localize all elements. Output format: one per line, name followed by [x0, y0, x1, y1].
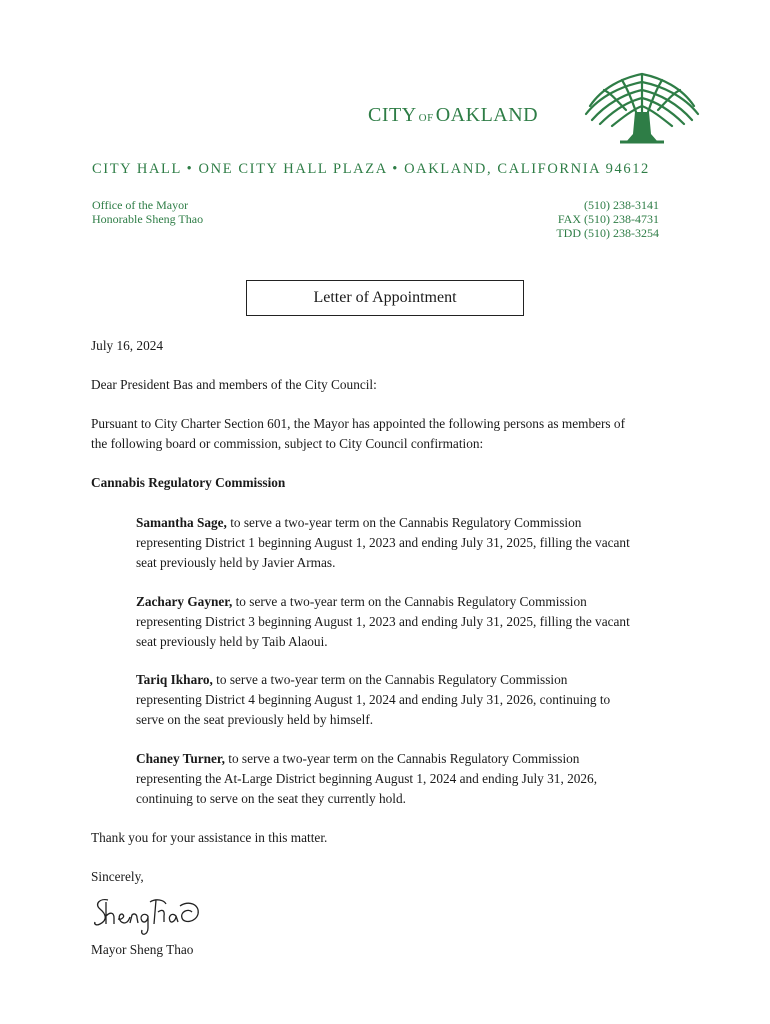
letter-title-box [246, 280, 524, 316]
signature-name: Mayor Sheng Thao [91, 942, 194, 957]
intro-line: the following board or commission, subject to City Council confirmation: [91, 436, 484, 451]
of-word: OF [418, 112, 434, 124]
handwritten-signature [92, 892, 202, 938]
appointee-name: Chaney Turner, [136, 751, 225, 766]
appointee-line [136, 749, 681, 769]
office-name: Office of the Mayor [92, 198, 189, 212]
appointee-text: to serve a two-year term on the Cannabis Regulatory Commission [226, 515, 582, 530]
phone-number: (510) 238-3141 [584, 198, 659, 212]
closing-line: Sincerely, [91, 869, 144, 884]
appointee-line: seat previously held by Javier Armas. [136, 555, 336, 570]
appointee-name: Tariq Ikharo, [136, 672, 213, 687]
appointee-name: Samantha Sage, [136, 515, 227, 530]
appointee-line [136, 670, 681, 690]
city-of-oakland-wordmark [368, 104, 538, 127]
appointee-line: continuing to serve on the seat they currently hold. [136, 791, 406, 806]
city-hall-address: CITY HALL • ONE CITY HALL PLAZA • OAKLAND, CALIFORNIA 94612 [92, 161, 650, 177]
appointee-line: representing District 4 beginning August 1, 2024 and ending July 31, 2026, continuing to [136, 692, 611, 707]
commission-heading [91, 473, 285, 493]
appointee-line: representing District 3 beginning August 1, 2023 and ending July 31, 2025, filling the vacant [136, 614, 630, 629]
intro-paragraph [91, 414, 625, 454]
oakland-word: OAKLAND [435, 104, 539, 126]
oak-tree-logo [582, 68, 702, 146]
appointee-line: serve on the seat previously held by himself. [136, 712, 374, 727]
appointee-paragraph [136, 749, 681, 809]
appointee-text: to serve a two-year term on the Cannabis Regulatory Commission [224, 751, 580, 766]
letter-date: July 16, 2024 [91, 338, 164, 353]
phone-block [556, 198, 659, 240]
commission-name: Cannabis Regulatory Commission [91, 475, 286, 490]
intro-line: Pursuant to City Charter Section 601, the Mayor has appointed the following persons as members of [91, 416, 625, 431]
appointee-text: to serve a two-year term on the Cannabis Regulatory Commission [212, 672, 568, 687]
appointee-paragraph [136, 513, 681, 573]
thanks-line: Thank you for your assistance in this matter. [91, 830, 328, 845]
fax-number: FAX (510) 238-4731 [557, 212, 659, 226]
honorable-name: Honorable Sheng Thao [92, 212, 204, 226]
salutation: Dear President Bas and members of the City Council: [91, 377, 377, 392]
appointee-text: to serve a two-year term on the Cannabis Regulatory Commission [232, 594, 587, 609]
appointee-paragraph [136, 670, 681, 730]
appointee-line: representing District 1 beginning August 1, 2023 and ending July 31, 2025, filling the vacant [136, 535, 630, 550]
appointee-line [136, 592, 681, 612]
appointee-line [136, 513, 681, 533]
tdd-number: TDD (510) 238-3254 [556, 226, 659, 240]
office-block [92, 198, 203, 226]
appointee-paragraph [136, 592, 681, 652]
appointee-name: Zachary Gayner, [136, 594, 233, 609]
appointee-line: seat previously held by Taib Alaoui. [136, 634, 328, 649]
appointee-line: representing the At-Large District beginning August 1, 2024 and ending July 31, 2026, [136, 771, 598, 786]
letter-title: Letter of Appointment [313, 289, 457, 306]
city-word: CITY [368, 104, 417, 126]
